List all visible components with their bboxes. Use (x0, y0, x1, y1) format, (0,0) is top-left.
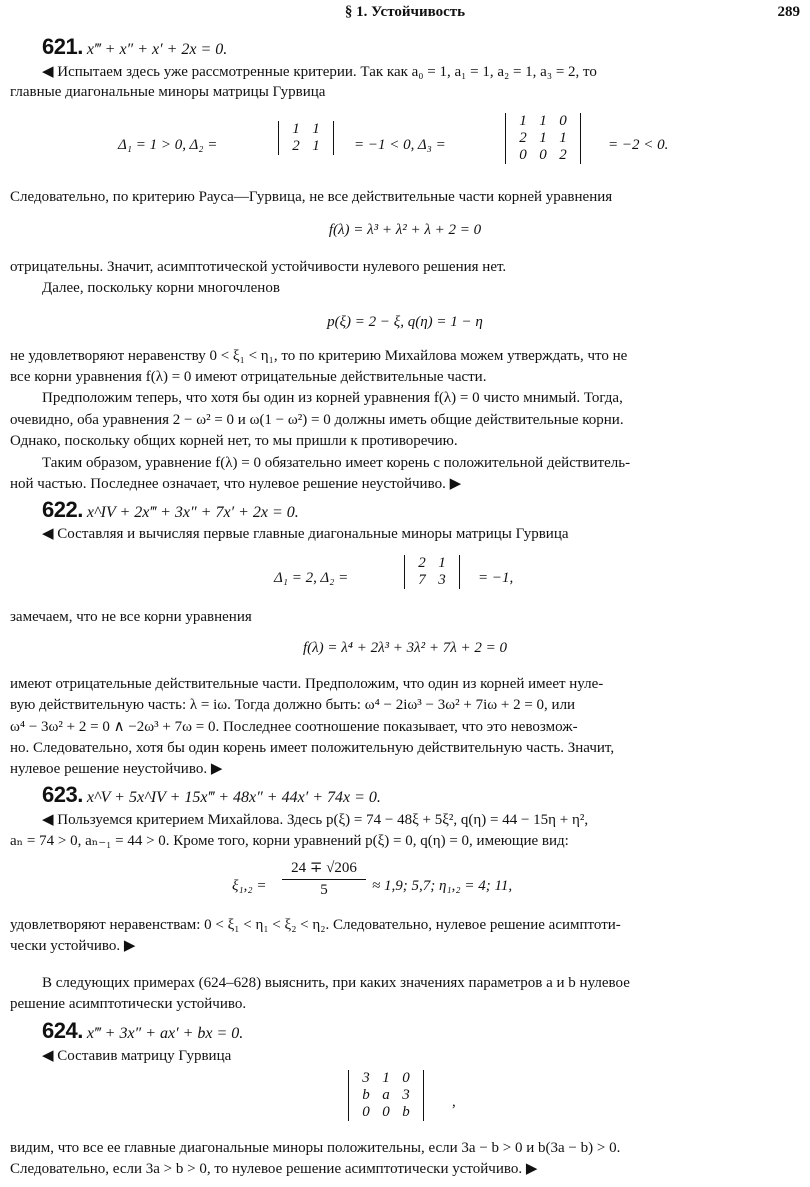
problem-number: 622. (42, 497, 83, 522)
determinant-3x3 (505, 113, 581, 164)
text-line: ω⁴ − 3ω² + 2 = 0 ∧ −2ω³ + 7ω = 0. Последнее соотношение показывает, что это невозмож- (10, 719, 578, 735)
problem-equation: x^V + 5x^IV + 15x‴ + 48x″ + 44x′ + 74x = 0. (86, 789, 381, 806)
fraction (282, 858, 366, 899)
problem-equation: x‴ + x″ + x′ + 2x = 0. (86, 41, 228, 58)
hurwitz-matrix (348, 1070, 424, 1121)
text-line: ◀ Составляя и вычисляя первые главные диагональные миноры матрицы Гурвица (42, 526, 569, 542)
problem-621-heading (42, 34, 227, 60)
text-line: имеют отрицательные действительные части. Предположим, что один из корней имеет нуле- (10, 676, 604, 692)
running-header: § 1. Устойчивость (344, 4, 466, 20)
matrix-comma: , (452, 1094, 456, 1110)
determinant-2x2 (404, 555, 460, 589)
problem-number: 624. (42, 1018, 83, 1043)
text-line: замечаем, что не все корни уравнения (10, 609, 252, 625)
problem-number: 621. (42, 34, 83, 59)
text-line: В следующих примерах (624–628) выяснить, при каких значениях параметров a и b нулевое (42, 975, 630, 991)
text-line: ◀ Составив матрицу Гурвица (42, 1048, 232, 1064)
text-line: Следовательно, если 3a > b > 0, то нулевое решение асимптотически устойчиво. ▶ (10, 1161, 538, 1177)
matrix: 3 1 0 b a 3 0 0 b (348, 1070, 424, 1121)
equation: f(λ) = λ³ + λ² + λ + 2 = 0 (328, 222, 482, 238)
delta-label: = −1 < 0, Δ₃ = (354, 137, 446, 153)
delta-label: Δ₁ = 2, Δ₂ = (274, 570, 349, 586)
text-line: вую действительную часть: λ = iω. Тогда должно быть: ω⁴ − 2iω³ − 3ω² + 7iω + 2 = 0, или (10, 697, 576, 713)
problem-622-heading (42, 497, 299, 523)
problem-624-heading (42, 1018, 243, 1044)
fraction-denominator: 5 (320, 882, 328, 898)
text-line: Далее, поскольку корни многочленов (42, 280, 280, 296)
problem-equation: x‴ + 3x″ + ax′ + bx = 0. (86, 1025, 244, 1042)
text-line: удовлетворяют неравенствам: 0 < ξ₁ < η₁ < ξ₂ < η₂. Следовательно, нулевое решение асимптоти- (10, 917, 621, 933)
matrix: 1 1 2 1 (278, 121, 334, 155)
text-line: Однако, поскольку общих корней нет, то мы пришли к противоречию. (10, 433, 458, 449)
xi-lhs: ξ₁,₂ = (232, 878, 267, 894)
delta-result: = −2 < 0. (608, 137, 669, 153)
text-line: решение асимптотически устойчиво. (10, 996, 247, 1012)
text-line: не удовлетворяют неравенству 0 < ξ₁ < η₁, то по критерию Михайлова можем утверждать, что не (10, 348, 628, 364)
text-line: Таким образом, уравнение f(λ) = 0 обязательно имеет корень с положительной действитель- (42, 455, 631, 471)
delta-label: Δ₁ = 1 > 0, Δ₂ = (118, 137, 218, 153)
text-line: очевидно, оба уравнения 2 − ω² = 0 и ω(1 − ω²) = 0 должны иметь общие действительные корни. (10, 412, 624, 428)
delta-result: = −1, (478, 570, 514, 586)
text-line: чески устойчиво. ▶ (10, 938, 136, 954)
equation: f(λ) = λ⁴ + 2λ³ + 3λ² + 7λ + 2 = 0 (302, 640, 508, 656)
fraction-numerator: 24 ∓ √206 (282, 858, 366, 880)
problem-equation: x^IV + 2x‴ + 3x″ + 7x′ + 2x = 0. (86, 504, 299, 521)
text-line: видим, что все ее главные диагональные миноры положительны, если 3a − b > 0 и b(3a − b) > 0. (10, 1140, 621, 1156)
text-line: нулевое решение неустойчиво. ▶ (10, 761, 223, 777)
text-line: ной частью. Последнее означает, что нулевое решение неустойчиво. ▶ (10, 476, 462, 492)
text-line: Предположим теперь, что хотя бы один из корней уравнения f(λ) = 0 чисто мнимый. Тогда, (42, 390, 623, 406)
text-line: aₙ = 74 > 0, aₙ₋₁ = 44 > 0. Кроме того, корни уравнений p(ξ) = 0, q(η) = 0, имеющие вид: (10, 833, 569, 849)
equation: p(ξ) = 2 − ξ, q(η) = 1 − η (327, 314, 483, 330)
problem-623-heading (42, 782, 381, 808)
text-line: ◀ Испытаем здесь уже рассмотренные критерии. Так как a₀ = 1, a₁ = 1, a₂ = 1, a₃ = 2, то (42, 64, 597, 80)
text-line: все корни уравнения f(λ) = 0 имеют отрицательные действительные части. (10, 369, 487, 385)
text-line: главные диагональные миноры матрицы Гурвица (10, 84, 326, 100)
determinant-2x2 (278, 121, 334, 155)
text-line: ◀ Пользуемся критерием Михайлова. Здесь p(ξ) = 74 − 48ξ + 5ξ², q(η) = 44 − 15η + η², (42, 812, 589, 828)
xi-rhs: ≈ 1,9; 5,7; η₁,₂ = 4; 11, (372, 878, 513, 894)
text-line: но. Следовательно, хотя бы один корень имеет положительную действительную часть. Значит, (10, 740, 615, 756)
matrix: 1 1 0 2 1 1 0 0 2 (505, 113, 581, 164)
problem-number: 623. (42, 782, 83, 807)
page-number: 289 (777, 4, 800, 20)
text-line: Следовательно, по критерию Рауса—Гурвица, не все действительные части корней уравнения (10, 189, 613, 205)
matrix: 2 1 7 3 (404, 555, 460, 589)
text-line: отрицательны. Значит, асимптотической устойчивости нулевого решения нет. (10, 259, 507, 275)
